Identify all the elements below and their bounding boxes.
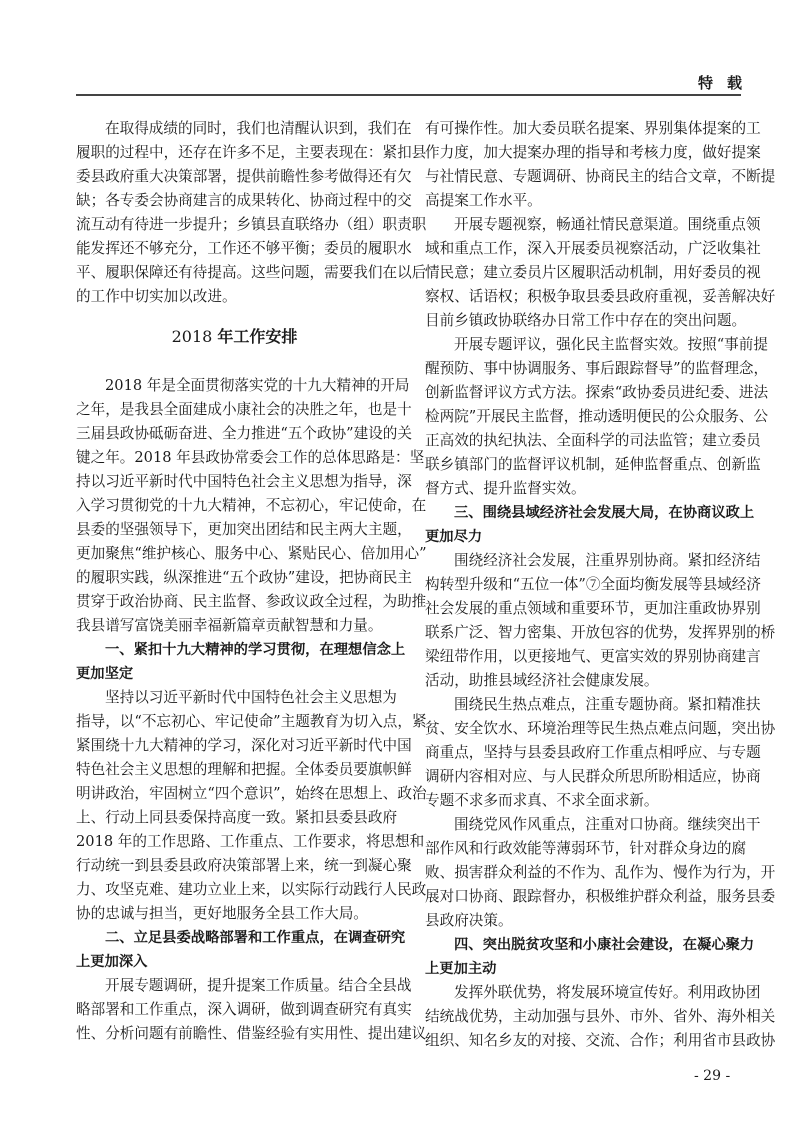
text-line: 醒预防、事中协调服务、事后跟踪督导”的监督理念， (425, 360, 769, 377)
paragraph (425, 813, 776, 933)
running-header (698, 72, 742, 93)
text-line: 贫、安全饮水、环境治理等民生热点难点问题，突出协 (425, 720, 776, 737)
text-line: 县委的坚强领导下，更加突出团结和民主两大主题， (76, 521, 412, 538)
text-line: 的工作中切实加以改进。 (76, 288, 237, 305)
header-rule (76, 94, 741, 96)
text-line: 创新监督评议方式方法。探索“政协委员进纪委、进法 (425, 384, 769, 401)
text-line: 开展专题评议，强化民主监督实效。按照“事前提 (454, 336, 768, 353)
paragraph (425, 693, 776, 813)
section-title (76, 325, 393, 349)
heading-line: 上更加深入 (76, 954, 148, 970)
text-line: 专题不求多而求真、不求全面求新。 (425, 792, 659, 809)
text-line: 围绕民生热点难点，注重专题协商。紧扣精准扶 (454, 696, 761, 713)
text-line: 之年，是我县全面建成小康社会的决胜之年，也是十 (76, 401, 412, 418)
section-title-text: 年工作安排 (217, 327, 298, 346)
text-line: 发挥外联优势，将发展环境宣传好。利用政协团 (454, 984, 761, 1001)
right-column (425, 117, 776, 1053)
text-line: 败、损害群众利益的不作为、乱作为、慢作为行为，开 (425, 864, 776, 881)
text-line: 平、履职保障还有待提高。这些问题，需要我们在以后 (76, 264, 427, 281)
text-line: 2018 年的工作思路、工作重点、工作要求，将思想和 (76, 833, 425, 850)
text-line: 协的忠诚与担当，更好地服务全县工作大局。 (76, 905, 368, 922)
heading-line: 三、围绕县域经济社会发展大局，在协商议政上 (454, 505, 755, 521)
running-header-char: 载 (726, 74, 742, 92)
text-line: 商重点，坚持与县委县政府工作重点相呼应、与专题 (425, 744, 761, 761)
text-line: 县政府决策。 (425, 912, 513, 929)
text-line: 流互动有待进一步提升；乡镇县直联络办（组）职责职 (76, 216, 427, 233)
text-line: 键之年。2018 年县政协常委会工作的总体思路是：坚 (76, 449, 425, 466)
text-line: 特色社会主义思想的理解和把握。全体委员要旗帜鲜 (76, 761, 412, 778)
text-line: 检两院”开展民主监督，推动透明便民的公众服务、公 (425, 408, 769, 425)
text-line: 梁纽带作用，以更接地气、更富实效的界别协商建言 (425, 648, 761, 665)
text-line: 的履职实践，纵深推进“五个政协”建设，把协商民主 (76, 569, 412, 586)
text-line: 略部署和工作重点，深入调研，做到调查研究有真实 (76, 1001, 412, 1018)
text-line: 行动统一到县委县政府决策部署上来，统一到凝心聚 (76, 857, 412, 874)
text-line: 目前乡镇政协联络办日常工作中存在的突出问题。 (425, 312, 747, 329)
text-line: 有可操作性。加大委员联名提案、界别集体提案的工 (425, 120, 761, 137)
paragraph (76, 117, 427, 309)
paragraph (425, 981, 776, 1053)
text-line: 2018 年是全面贯彻落实党的十九大精神的开局 (105, 377, 410, 394)
paragraph (425, 333, 769, 501)
text-line: 与社情民意、专题调研、协商民主的结合文章，不断提 (425, 168, 776, 185)
heading-line: 上更加主动 (425, 961, 497, 977)
text-line: 性、分析问题有前瞻性、借鉴经验有实用性、提出建议 (76, 1025, 427, 1042)
text-line: 作力度，加大提案办理的指导和考核力度，做好提案 (425, 144, 761, 161)
text-line: 联乡镇部门的监督评议机制，延伸监督重点、创新监 (425, 456, 761, 473)
text-line: 更加聚焦“维护核心、服务中心、紧贴民心、倍加用心” (76, 545, 427, 562)
text-line: 能发挥还不够充分，工作还不够平衡；委员的履职水 (76, 240, 412, 257)
text-line: 明讲政治，牢固树立“四个意识”，始终在思想上、政治 (76, 785, 427, 802)
text-line: 紧围绕十九大精神的学习，深化对习近平新时代中国 (76, 737, 412, 754)
text-line: 社会发展的重点领域和重要环节，更加注重政协界别 (425, 600, 761, 617)
paragraph (425, 213, 776, 333)
text-line: 指导，以“不忘初心、牢记使命”主题教育为切入点，紧 (76, 713, 427, 730)
paragraph (76, 374, 427, 638)
paragraph (76, 974, 427, 1046)
text-line: 缺；各专委会协商建言的成果转化、协商过程中的交 (76, 192, 412, 209)
text-line: 组织、知名乡友的对接、交流、合作；利用省市县政协 (425, 1032, 776, 1049)
text-line: 开展专题调研，提升提案工作质量。结合全县战 (105, 977, 412, 994)
paragraph (425, 549, 776, 693)
text-line: 联系广泛、智力密集、开放包容的优势，发挥界别的桥 (425, 624, 776, 641)
text-line: 督方式、提升监督实效。 (425, 480, 586, 497)
text-line: 结统战优势，主动加强与县外、市外、省外、海外相关 (425, 1008, 776, 1025)
page-number: - 29 - (694, 1068, 731, 1084)
text-line: 展对口协商、跟踪督办，积极维护群众利益，服务县委 (425, 888, 776, 905)
paragraph (76, 686, 427, 926)
left-column (76, 117, 427, 1046)
heading-line: 更加尽力 (425, 529, 483, 545)
text-line: 围绕经济社会发展，注重界别协商。紧扣经济结 (454, 552, 761, 569)
text-line: 坚持以习近平新时代中国特色社会主义思想为 (105, 689, 397, 706)
text-line: 察权、话语权；积极争取县委县政府重视，妥善解决好 (425, 288, 776, 305)
text-line: 调研内容相对应、与人民群众所思所盼相适应，协商 (425, 768, 761, 785)
text-line: 我县谱写富饶美丽幸福新篇章贡献智慧和力量。 (76, 617, 383, 634)
text-line: 高提案工作水平。 (425, 192, 542, 209)
subsection-heading (76, 926, 406, 974)
text-line: 持以习近平新时代中国特色社会主义思想为指导，深 (76, 473, 412, 490)
heading-line: 更加坚定 (76, 666, 134, 682)
subsection-heading (425, 933, 755, 981)
text-line: 上、行动上同县委保持高度一致。紧扣县委县政府 (76, 809, 398, 826)
text-line: 活动，助推县域经济社会健康发展。 (425, 672, 659, 689)
text-line: 入学习贯彻党的十九大精神，不忘初心，牢记使命，在 (76, 497, 427, 514)
subsection-heading (76, 638, 406, 686)
text-line: 构转型升级和“五位一体”⑦全面均衡发展等县域经济 (425, 576, 761, 593)
text-line: 在取得成绩的同时，我们也清醒认识到，我们在 (105, 120, 412, 137)
text-line: 力、攻坚克难、建功立业上来，以实际行动践行人民政 (76, 881, 427, 898)
text-line: 情民意；建立委员片区履职活动机制，用好委员的视 (425, 264, 761, 281)
paragraph (425, 117, 776, 213)
text-line: 围绕党风作风重点，注重对口协商。继续突出干 (454, 816, 761, 833)
text-line: 部作风和行政效能等薄弱环节，针对群众身边的腐 (425, 840, 747, 857)
running-header-char: 特 (698, 74, 714, 92)
text-line: 开展专题视察，畅通社情民意渠道。围绕重点领 (454, 216, 761, 233)
heading-line: 一、紧扣十九大精神的学习贯彻，在理想信念上 (105, 642, 406, 658)
text-line: 三届县政协砥砺奋进、全力推进“五个政协”建设的关 (76, 425, 412, 442)
heading-line: 二、立足县委战略部署和工作重点，在调查研究 (105, 930, 406, 946)
text-line: 正高效的执纪执法、全面科学的司法监管；建立委员 (425, 432, 761, 449)
text-line: 域和重点工作，深入开展委员视察活动，广泛收集社 (425, 240, 761, 257)
heading-line: 四、突出脱贫攻坚和小康社会建设，在凝心聚力 (454, 937, 755, 953)
section-title-year: 2018 (171, 327, 213, 346)
text-line: 委县政府重大决策部署，提供前瞻性参考做得还有欠 (76, 168, 412, 185)
subsection-heading (425, 501, 755, 549)
text-line: 贯穿于政治协商、民主监督、参政议政全过程，为助推 (76, 593, 427, 610)
text-line: 履职的过程中，还存在许多不足，主要表现在：紧扣县 (76, 144, 427, 161)
